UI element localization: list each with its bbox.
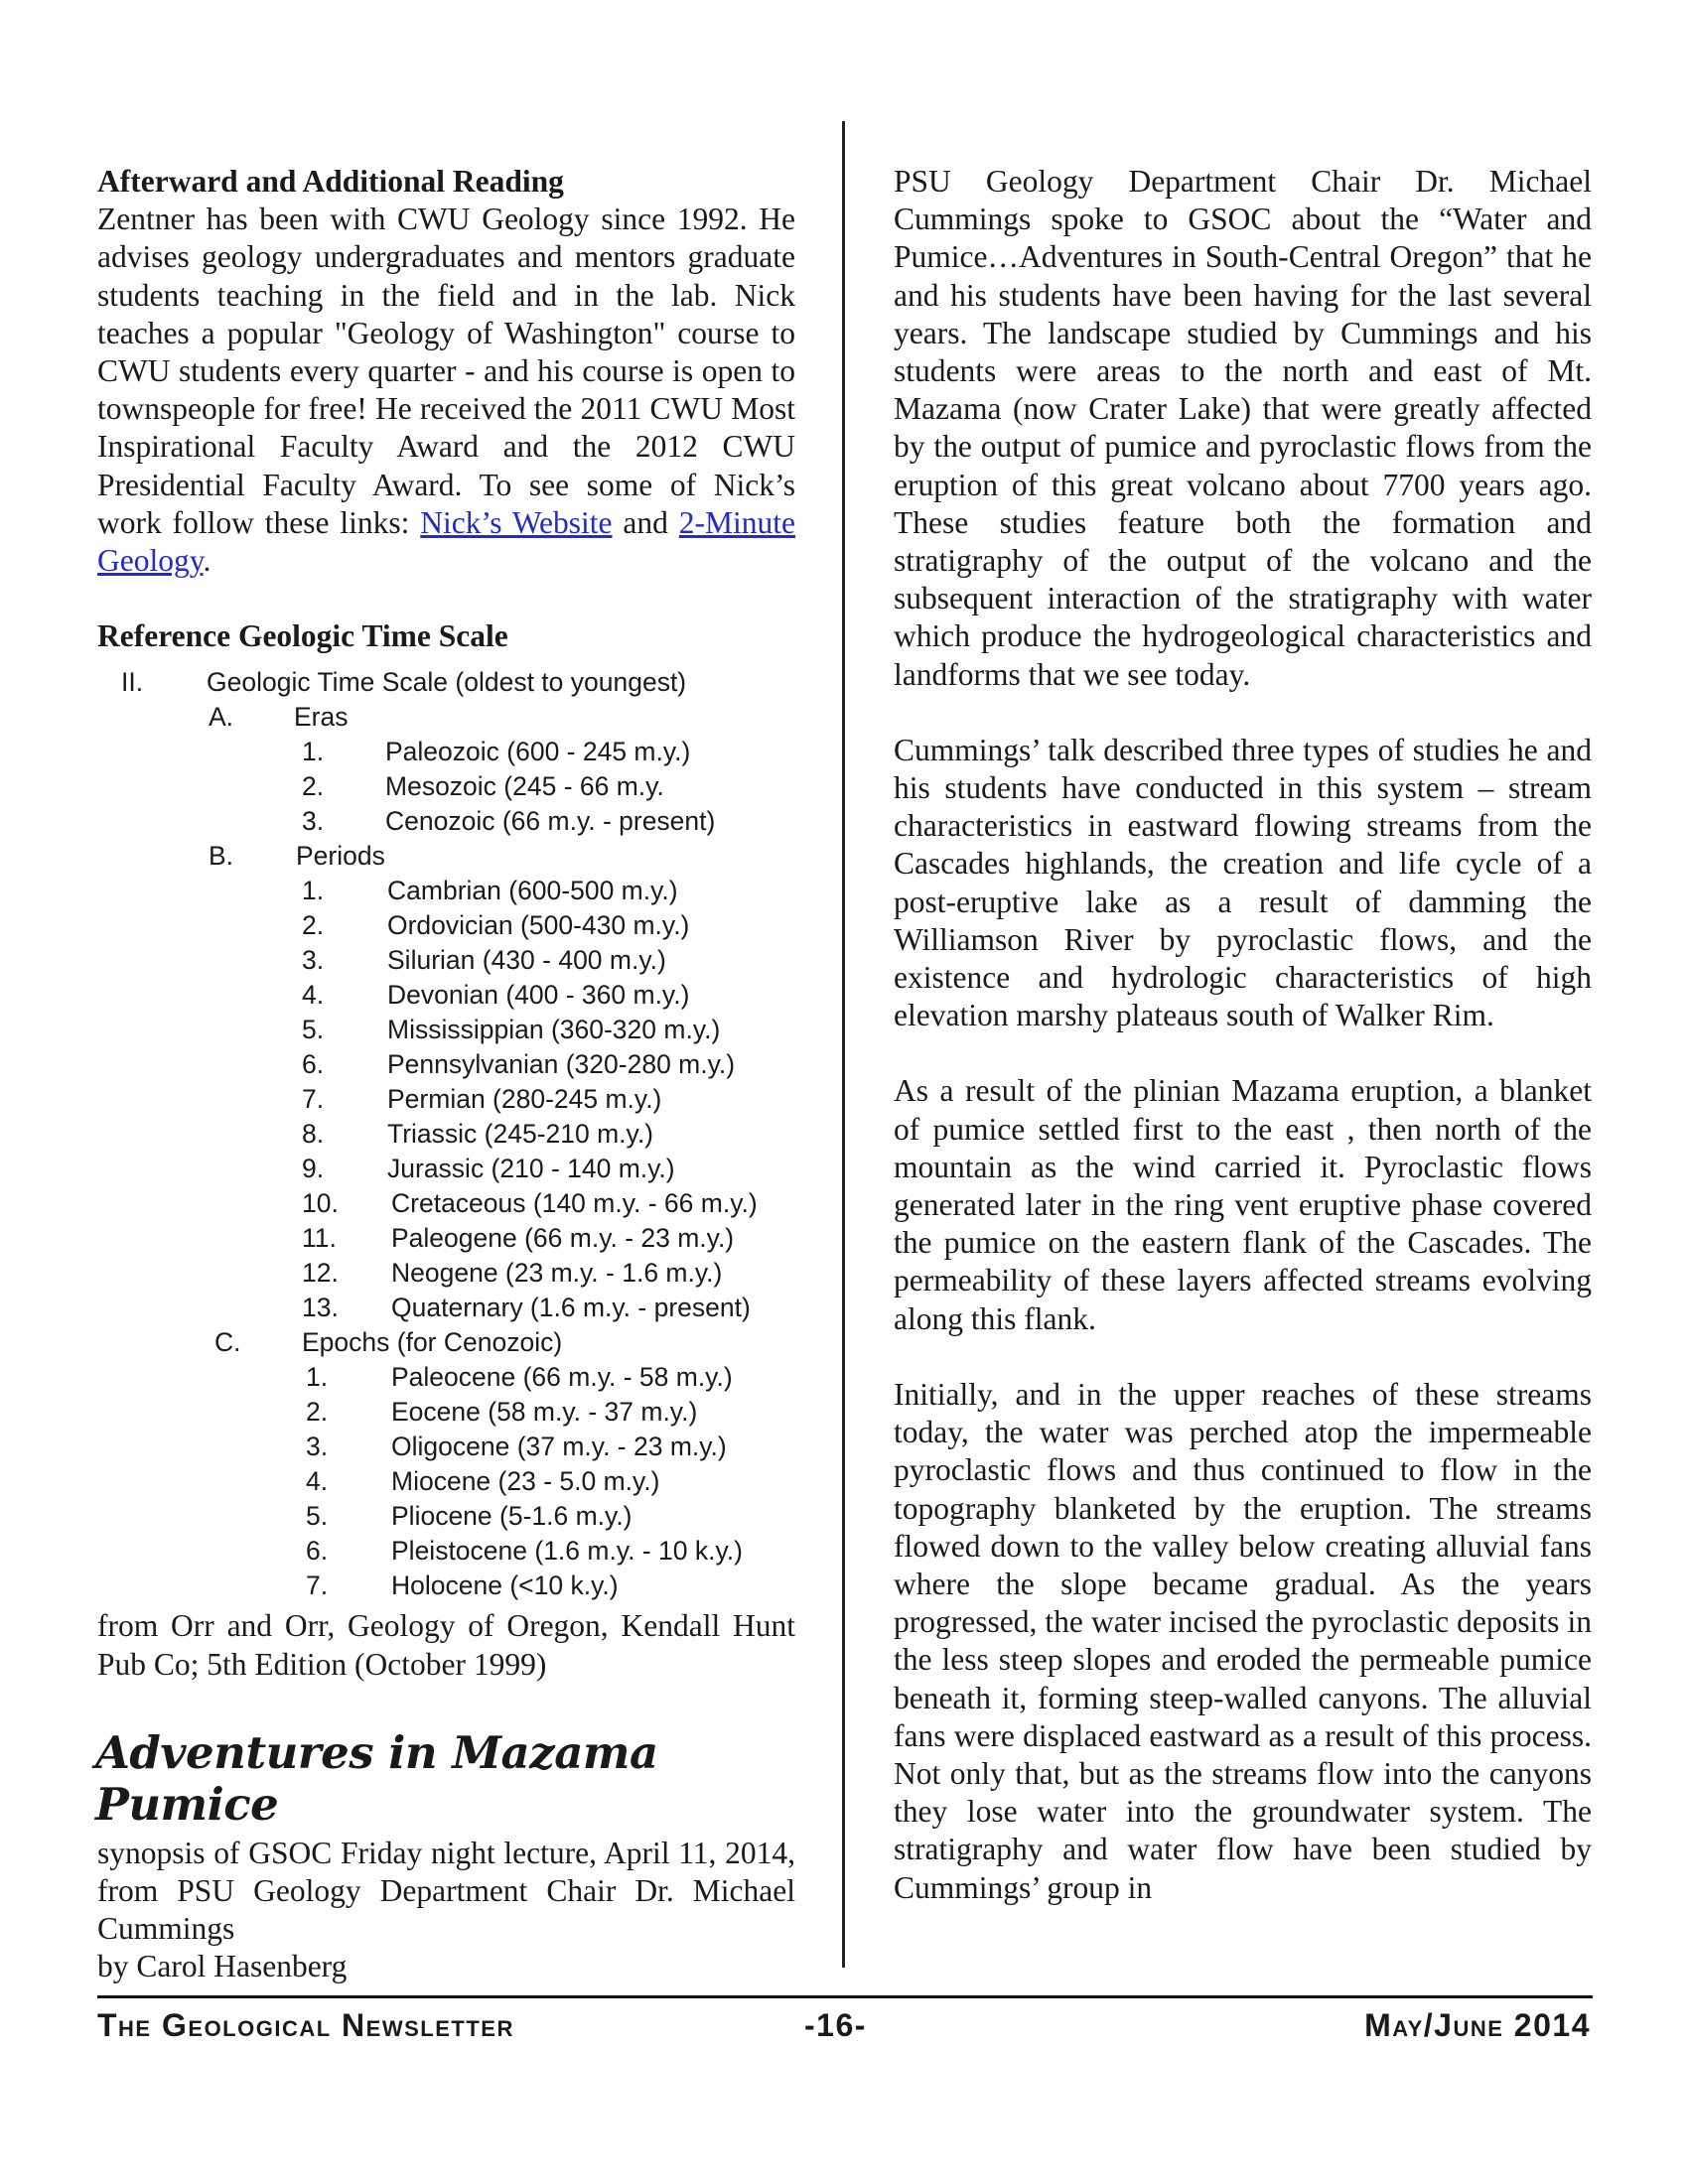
outline-item-text: Cambrian (600-500 m.y.) <box>387 876 678 906</box>
outline-item-number: 4. <box>302 980 325 1011</box>
footer-issue-date: May/June 2014 <box>1364 2007 1591 2043</box>
outline-item-number: 7. <box>306 1570 329 1601</box>
outline-item <box>97 1221 795 1256</box>
outline-item-text: Mississippian (360-320 m.y.) <box>387 1015 721 1045</box>
nicks-website-link[interactable]: Nick’s Website <box>420 504 613 540</box>
outline-section-2 <box>97 839 795 874</box>
afterward-paragraph <box>97 201 795 580</box>
outline-item-number: 2. <box>302 910 325 941</box>
article-paragraph-3: As a result of the plinian Mazama eruption, a blanket of pumice settled first to the east , then north of the mountain as the wind carried it. Pyroclastic flows generated later in the ring vent eruptive phase covered the pumice on the eastern flank of the Cascades. The permeability of these layers affected streams evolving along this flank. <box>894 1073 1592 1336</box>
article-byline: by Carol Hasenberg <box>97 1949 348 1984</box>
article-paragraph-2: Cummings’ talk described three types of studies he and his students have conducted in this system – stream characteristics in eastward flowing streams from the Cascades highlands, the creation and life cycle of a post-eruptive lake as a result of damming the Williamson River by pyroclastic flows, and the existence and hydrologic characteristics of high elevation marshy plateaus south of Walker Rim. <box>894 732 1592 1033</box>
outline-item <box>97 804 795 839</box>
outline-item-text: Paleozoic (600 - 245 m.y.) <box>385 737 691 767</box>
afterward-heading: Afterward and Additional Reading <box>97 164 564 199</box>
outline-roman: II. <box>121 667 144 698</box>
outline-item-text: Ordovician (500-430 m.y.) <box>387 910 690 941</box>
outline-section-3 <box>97 1325 795 1360</box>
outline-item-number: 13. <box>302 1293 339 1323</box>
column-divider <box>842 121 845 1968</box>
outline-item-text: Pleistocene (1.6 m.y. - 10 k.y.) <box>391 1536 743 1567</box>
outline-item <box>97 1256 795 1291</box>
outline-item <box>97 1152 795 1186</box>
outline-item <box>97 908 795 943</box>
outline-section-name: Epochs (for Cenozoic) <box>302 1327 563 1358</box>
outline-item-text: Oligocene (37 m.y. - 23 m.y.) <box>391 1432 727 1462</box>
afterward-period: . <box>203 543 211 579</box>
left-column <box>97 163 795 1986</box>
article-title: Adventures in Mazama Pumice <box>95 1725 658 1831</box>
footer-newsletter-name: The Geological Newsletter <box>97 2007 514 2043</box>
outline-section-letter: B. <box>209 841 234 872</box>
outline-item <box>97 1430 795 1464</box>
outline-item-number: 3. <box>302 945 325 976</box>
outline-item <box>97 1499 795 1534</box>
outline-item <box>97 1569 795 1603</box>
outline-item-number: 6. <box>302 1049 325 1080</box>
outline-item <box>97 874 795 908</box>
outline-item-number: 12. <box>302 1258 339 1289</box>
outline-item <box>97 735 795 769</box>
outline-item-number: 3. <box>302 806 325 837</box>
outline-item-text: Quaternary (1.6 m.y. - present) <box>391 1293 751 1323</box>
two-minute-geology-link[interactable]: 2-Minute Geology <box>97 504 796 579</box>
outline-item-text: Permian (280-245 m.y.) <box>387 1084 662 1115</box>
outline-section-letter: A. <box>209 702 234 733</box>
right-column <box>894 163 1592 1907</box>
outline-item-number: 1. <box>306 1362 329 1393</box>
outline-item-text: Eocene (58 m.y. - 37 m.y.) <box>391 1397 698 1428</box>
article-paragraph-1: PSU Geology Department Chair Dr. Michael Cummings spoke to GSOC about the “Water and Pumice…Adventures in South-Central Oregon” that he and his students have been having for the last several years. The landscape studied by Cummings and his students were areas to the north and east of Mt. Mazama (now Crater Lake) that were greatly affected by the output of pumice and pyroclastic flows from the eruption of this great volcano about 7700 years ago. These studies feature both the formation and stratigraphy of the output of the volcano and the subsequent interaction of the stratigraphy with water which produce the hydrogeological characteristics and landforms that we see today. <box>894 164 1592 692</box>
outline-item-text: Cretaceous (140 m.y. - 66 m.y.) <box>391 1188 758 1219</box>
outline-item-text: Miocene (23 - 5.0 m.y.) <box>391 1466 660 1497</box>
outline-item-text: Neogene (23 m.y. - 1.6 m.y.) <box>391 1258 723 1289</box>
outline-item-number: 1. <box>302 876 325 906</box>
footer-page-number: -16- <box>804 2007 867 2043</box>
outline-section-1 <box>97 700 795 735</box>
article-paragraph-4: Initially, and in the upper reaches of these streams today, the water was perched atop the impermeable pyroclastic flows and thus continued to flow in the topography blanketed by the eruption. The streams flowed down to the valley below creating alluvial fans where the slope became gradual. As the years progressed, the water incised the pyroclastic deposits in the less steep slopes and eroded the permeable pumice beneath it, forming steep-walled canyons. The alluvial fans were displaced eastward as a result of this process. Not only that, but as the streams flow into the canyons they lose water into the groundwater system. The stratigraphy and water flow have been studied by Cummings’ group in <box>894 1376 1592 1905</box>
outline-item <box>97 1013 795 1047</box>
outline-item-number: 11. <box>302 1223 337 1254</box>
outline-item-number: 2. <box>306 1397 329 1428</box>
outline-section-name: Eras <box>294 702 349 733</box>
outline-item-text: Mesozoic (245 - 66 m.y. <box>385 771 664 802</box>
outline-item-number: 8. <box>302 1119 325 1150</box>
source-note: from Orr and Orr, Geology of Oregon, Kendall Hunt Pub Co; 5th Edition (October 1999) <box>97 1608 795 1682</box>
outline-item <box>97 1534 795 1569</box>
outline-item-text: Pennsylvanian (320-280 m.y.) <box>387 1049 736 1080</box>
outline-item-number: 3. <box>306 1432 329 1462</box>
outline-item-number: 5. <box>306 1501 329 1532</box>
outline-item <box>97 1395 795 1430</box>
outline-section-letter: C. <box>214 1327 241 1358</box>
outline-item-text: Devonian (400 - 360 m.y.) <box>387 980 690 1011</box>
outline-item <box>97 943 795 978</box>
outline-item-number: 1. <box>302 737 325 767</box>
timescale-heading: Reference Geologic Time Scale <box>97 618 508 654</box>
outline-item <box>97 1291 795 1325</box>
outline-item-text: Paleocene (66 m.y. - 58 m.y.) <box>391 1362 733 1393</box>
outline-item-text: Holocene (<10 k.y.) <box>391 1570 619 1601</box>
outline-item <box>97 1464 795 1499</box>
article-synopsis: synopsis of GSOC Friday night lecture, April 11, 2014, from PSU Geology Department Chair Dr. Michael Cummings <box>97 1835 795 1947</box>
outline-item <box>97 978 795 1013</box>
geologic-time-scale-outline <box>97 665 795 1603</box>
outline-title-row <box>97 665 795 700</box>
outline-item-number: 2. <box>302 771 325 802</box>
outline-item <box>97 1082 795 1117</box>
outline-item <box>97 1186 795 1221</box>
outline-item-number: 7. <box>302 1084 325 1115</box>
outline-item-text: Silurian (430 - 400 m.y.) <box>387 945 666 976</box>
outline-item <box>97 1047 795 1082</box>
outline-item <box>97 1117 795 1152</box>
outline-item-text: Triassic (245-210 m.y.) <box>387 1119 654 1150</box>
outline-item-number: 6. <box>306 1536 329 1567</box>
outline-item-text: Paleogene (66 m.y. - 23 m.y.) <box>391 1223 735 1254</box>
outline-item-number: 5. <box>302 1015 325 1045</box>
outline-item-text: Jurassic (210 - 140 m.y.) <box>387 1154 675 1184</box>
outline-item-number: 4. <box>306 1466 329 1497</box>
outline-section-name: Periods <box>296 841 385 872</box>
outline-item <box>97 769 795 804</box>
afterward-text: Zentner has been with CWU Geology since 1992. He advises geology undergraduates and mentors graduate students teaching in the field and in the lab. Nick teaches a popular "Geology of Washington" course to CWU students every quarter - and his course is open to townspeople for free! He received the 2011 CWU Most Inspirational Faculty Award and the 2012 CWU Presidential Faculty Award. To see some of Nick’s work follow these links: <box>97 202 795 540</box>
outline-item-text: Cenozoic (66 m.y. - present) <box>385 806 716 837</box>
afterward-and: and <box>612 504 679 540</box>
outline-item-text: Pliocene (5-1.6 m.y.) <box>391 1501 633 1532</box>
outline-item-number: 9. <box>302 1154 325 1184</box>
outline-title: Geologic Time Scale (oldest to youngest) <box>207 667 687 698</box>
outline-item-number: 10. <box>302 1188 339 1219</box>
footer-rule <box>97 1995 1593 1998</box>
outline-item <box>97 1360 795 1395</box>
